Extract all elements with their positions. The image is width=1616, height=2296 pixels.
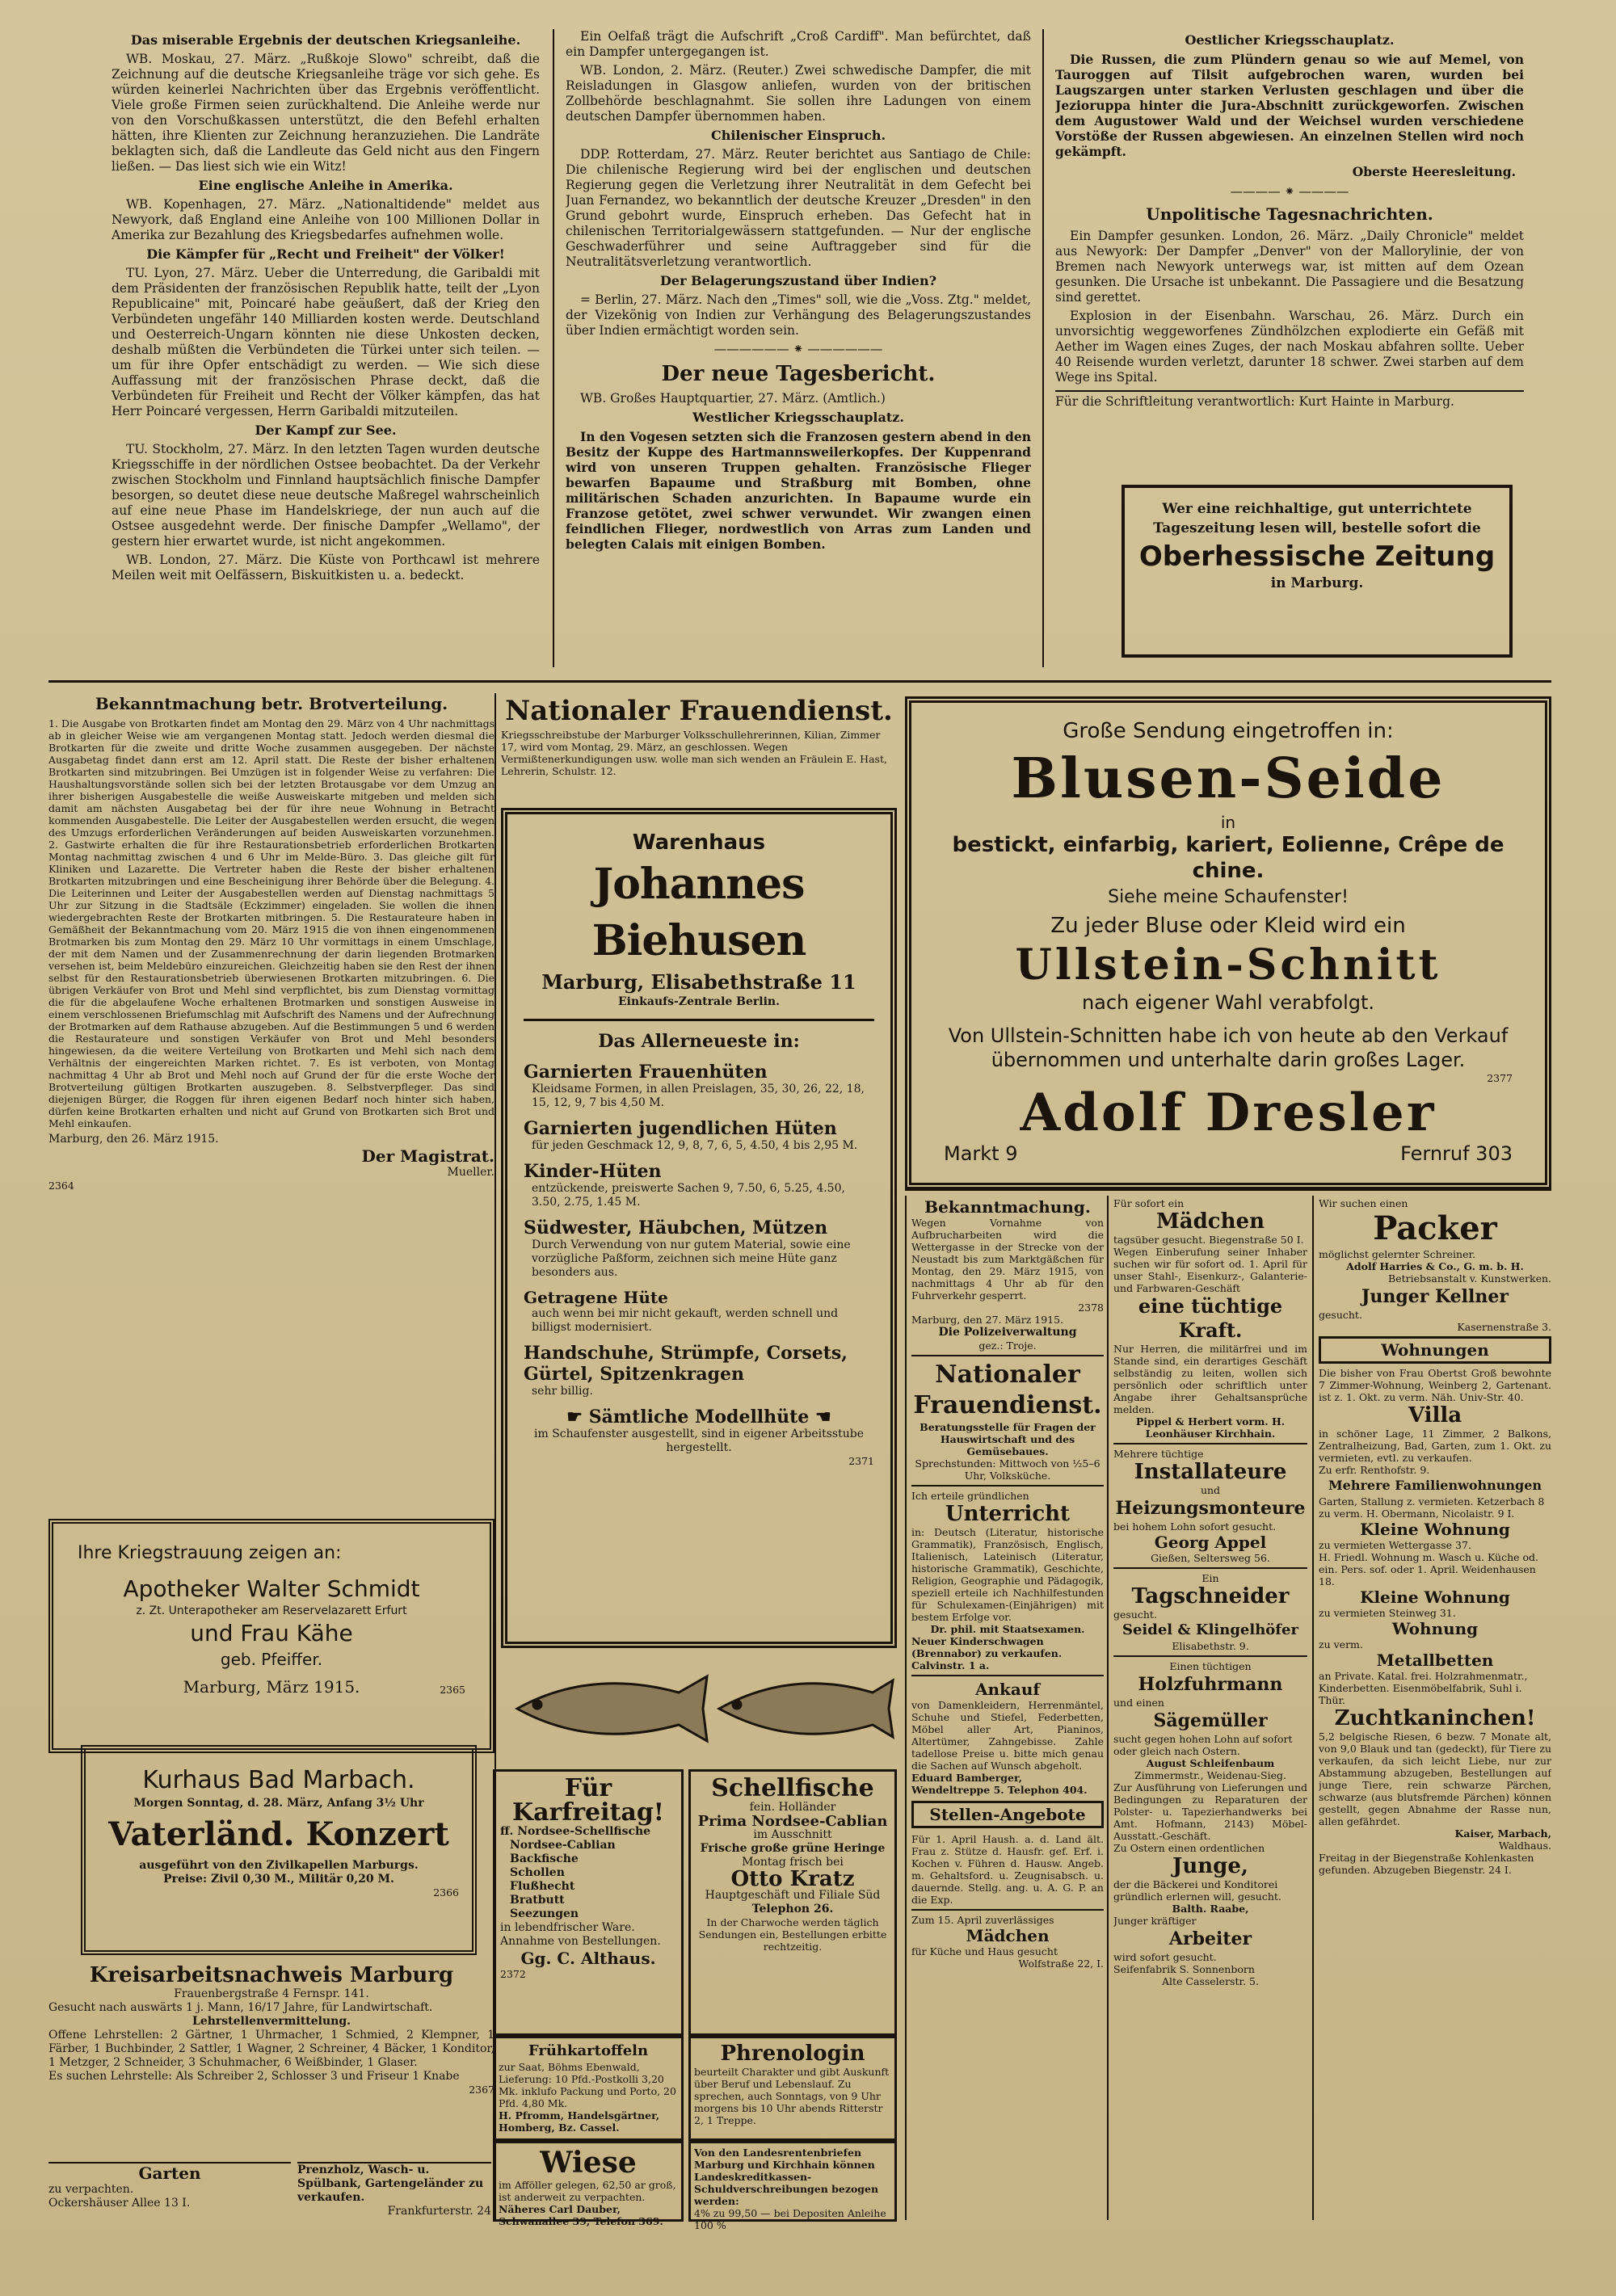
landesrenten-line1: Von den Landesrentenbriefen Marburg und Kirchhain können Landeskreditkassen-Schuldverschreibungen bezogen werden: — [694, 2147, 879, 2207]
dresler-line9: Von Ullstein-Schnitten habe ich von heute ab den Verkauf übernommen und unterhalte darin großes Lager. — [948, 1024, 1509, 1071]
kurhaus-konzert: Vaterländ. Konzert — [108, 1815, 449, 1853]
karfreitag-item: ff. Nordsee-Schellfische — [500, 1825, 651, 1838]
headline-kaempfer: Die Kämpfer für „Recht und Freiheit" der Völker! — [146, 246, 505, 262]
maedchen-line2: Wegen Einberufung seiner Inhaber suchen wir für sofort od. 1. April für unser Stahl-, Eisenkurz-, Galanterie- und Farbwaren-Geschäft — [1113, 1246, 1307, 1294]
biehusen-item2-text: für jeden Geschmack 12, 9, 8, 7, 6, 5, 4.50, 4 bis 2,95 M. — [532, 1139, 858, 1152]
wiese-line1: im Afföller gelegen, 62,50 ar groß, ist anderweit zu verpachten. — [499, 2179, 676, 2203]
fish-illustration — [501, 1656, 897, 1761]
wiese-title: Wiese — [540, 2146, 637, 2180]
schellfische-line7: Telephon 26. — [751, 1903, 834, 1915]
bekannt2-title: Bekanntmachung. — [924, 1197, 1091, 1217]
dresler-line1: Große Sendung eingetroffen in: — [1063, 719, 1394, 743]
dresler-stoffe: bestickt, einfarbig, kariert, Eolienne, Crêpe de chine. — [952, 833, 1504, 883]
pointing-hand-icon: ☛ — [566, 1407, 583, 1428]
ankauf-text: von Damenkleidern, Herrenmäntel, Schuhe und Stiefel, Federbetten, Möbel aller Art, Pianinos, Altertümer, Zahngebisse. Zahle tadellose Preise u. bitte mich genau die Sachen auf Wunsch abgeholt. — [911, 1699, 1104, 1772]
wohnungen-line3: Zu erfr. Renthofstr. 9. — [1319, 1464, 1430, 1476]
notice-brot-sign2: Mueller. — [447, 1166, 494, 1179]
article-dampfer-gesunken: Ein Dampfer gesunken. London, 26. März. „Daily Chronicle" meldet aus Newyork: Der Dampfer „Denver" von der Mallorylinie, der von Bremen nach Newyork unterwegs war, ist mitten auf dem Ozean gesunken. Die Ursache ist unbekannt. Die Passagiere und die Besatzung sind gerettet. — [1055, 229, 1524, 305]
holz-line4: Zur Ausführung von Lieferungen und Bedingungen zu Reparaturen der Polster- u. Tapezierhandwerks bei Amt. Hofmann, 2143) Möbel-Ausstatt.-Geschäft. — [1113, 1781, 1307, 1842]
headline-kampf-see: Der Kampf zur See. — [255, 423, 397, 438]
install-line2: bei hohem Lohn sofort gesucht. — [1113, 1520, 1277, 1533]
holz-line10: Seifenfabrik S. Sonnenborn — [1113, 1963, 1255, 1975]
ankauf-line2: Eduard Bamberger, Wendeltreppe 5. Telephon 404. — [911, 1772, 1088, 1796]
ad-schellfische — [688, 1769, 897, 2036]
section-divider — [48, 680, 1551, 683]
phrenologin-text: beurteilt Charakter und gibt Auskunft über Beruf und Lebenslauf. Zu sprechen, auch Sonntags, von 9 Uhr morgens bis 10 Uhr abends Ritterstr 2, 1 Treppe. — [694, 2066, 890, 2126]
kreis-line2: Gesucht nach auswärts 1 j. Mann, 16/17 Jahre, für Landwirtschaft. — [48, 2001, 433, 2014]
biehusen-item4-title: Südwester, Häubchen, Mützen — [524, 1217, 828, 1238]
biehusen-item3-text: entzückende, preiswerte Sachen 9, 7.50, 6, 5.25, 4.50, 3.50, 2.75, 1.45 M. — [532, 1182, 845, 1209]
karfreitag-item: Flußhecht — [510, 1880, 575, 1893]
notice-brot-sign: Der Magistrat. — [361, 1146, 494, 1166]
nfd2-title: Nationaler Frauendienst. — [913, 1360, 1102, 1419]
biehusen-modellhuete-text: Sämtliche Modellhüte — [588, 1407, 810, 1428]
packer-firm: Adolf Harries & Co., G. m. b. H. — [1346, 1260, 1524, 1272]
stellen-line1: Für 1. April Haush. a. d. Land ält. Frau z. Stütze d. Hausfr. gef. Erf. i. Kochen v. Führen d. Hausw. Angeb. m. Gehaltsford. u. Zeugnisabsch. u. dauernde. Stellg. ang. u. A. G. P. an die Exp. — [911, 1833, 1104, 1906]
editor-line: Für die Schriftleitung verantwortlich: Kurt Hainte in Marburg. — [1055, 390, 1524, 410]
ad-landesrenten — [688, 2141, 897, 2231]
ad-prenzholz — [297, 2162, 491, 2218]
wohnungen-line14: Freitag in der Biegenstraße Kohlenkasten gefunden. Abzugeben Biegenstr. 24 I. — [1319, 1852, 1534, 1876]
karfreitag-item: Bratbutt — [510, 1894, 565, 1907]
dresler-blusen-seide: Blusen-Seide — [1011, 746, 1446, 811]
wohnungen-line1: Die bisher von Frau Obertst Groß bewohnte 7 Zimmer-Wohnung, Weinberg 2, Gartenant. ist z. 1. Okt. zu verm. Näh. Univ-Str. 40. — [1319, 1367, 1551, 1403]
article-kaempfer: TU. Lyon, 27. März. Ueber die Unterredung, die Garibaldi mit dem Präsidenten der französischen Republik hatte, teilt der „Lyon Republicaine" mit, Poincaré habe geäußert, daß der Krieg den Verbündeten ungefähr 140 Milliarden kosten werde. Deutschland und Oesterreich-Ungarn könnten nie diese Unkosten decken, deshalb müßten die Verbündeten die Türkei unter sich teilen. — um für ihre Opfer entschädigt zu werden. — Wie sich diese Auffassung mit der französischen Phrase deckt, daß die Verbündeten für Freiheit und Recht der Völker kämpfen, das hat Herr Poincaré vergessen, Herrn Garibaldi mitzuteilen. — [112, 266, 540, 418]
dresler-firm: Adolf Dresler — [1020, 1083, 1437, 1143]
article-oelfass: Ein Oelfaß trägt die Aufschrift „Croß Cardiff". Man befürchtet, daß ein Dampfer untergegangen ist. — [566, 29, 1031, 59]
biehusen-item2-title: Garnierten jugendlichen Hüten — [524, 1118, 837, 1139]
schellfische-line6: Hauptgeschäft und Filiale Süd — [705, 1889, 881, 1902]
biehusen-item6-text: sehr billig. — [532, 1385, 593, 1398]
holz-firm: August Schleifenbaum — [1146, 1757, 1275, 1769]
bekannt2-date: Marburg, den 27. März 1915. — [911, 1314, 1064, 1326]
ad-oberhessische-title: Oberhessische Zeitung — [1138, 540, 1496, 573]
ad-oberhessische-city: in Marburg. — [1270, 575, 1364, 591]
stellen-line5: Wolfstraße 22, I. — [1018, 1957, 1104, 1970]
tagschneider-line1: gesucht. — [1113, 1608, 1157, 1621]
bekannt2-sign: Die Polizeiverwaltung — [938, 1326, 1077, 1339]
kreis-title: Kreisarbeitsnachweis Marburg — [89, 1963, 454, 1987]
ad-number: 2364 — [48, 1180, 74, 1192]
fish-icon — [517, 1676, 893, 1741]
wohnungen-title7: Metallbetten — [1376, 1651, 1494, 1670]
ad-karfreitag — [493, 1769, 684, 2036]
maedchen-line1: tagsüber gesucht. Biegenstraße 50 I. — [1113, 1234, 1304, 1246]
notice-brot-title: Bekanntmachung betr. Brotverteilung. — [95, 694, 448, 713]
unterricht-text: in: Deutsch (Literatur, historische Grammatik), Französisch, Englisch, Italienisch, Lateinisch (Literatur, historische Grammatik), Geschichte, Religion, Geographie und Pädagogik, speziell erteile ich Nachhilfestunden für Schulexamen-(Einjährigen) mit bestem Erfolge vor. — [911, 1526, 1104, 1623]
ad-dresler — [905, 696, 1551, 1189]
article-indien: = Berlin, 27. März. Nach den „Times" soll, wie die „Voss. Ztg." meldet, der Vizekönig von Indien zur Verhängung des Belagerungszustandes über Indien ermächtigt worden sein. — [566, 292, 1031, 338]
column-divider — [905, 1196, 907, 2220]
holz-line11: Alte Casselerstr. 5. — [1162, 1975, 1259, 1987]
separator-star: ———— ⁕ ———— — [1230, 184, 1349, 199]
ad-number: 2378 — [1078, 1301, 1104, 1314]
article-explosion: Explosion in der Eisenbahn. Warschau, 26. März. Durch ein unvorsichtig weggeworfenes Zündhölzchen explodierte ein Gefäß mit Aether im Wagen eines Zuges, der nach Moskau abfahren sollte. Ueber 40 Reisende wurden verletzt, darunter 18 schwer. Zwei starben auf dem Wege ins Spital. — [1055, 309, 1524, 385]
phrenologin-title: Phrenologin — [720, 2042, 865, 2066]
unterricht-line2: Dr. phil. mit Staatsexamen. — [930, 1623, 1085, 1635]
article-anleihe-amerika: WB. Kopenhagen, 27. März. „Nationaltidende" meldet aus Newyork, daß England eine Anleihe von 100 Millionen Dollar in Amerika zur Bezahlung des Kriegsbedarfes aufnehmen wolle. — [112, 197, 540, 242]
wohnungen-line11: an Private. Katal. frei. Holzrahmenmatr., Kinderbetten. Eisenmöbelfabrik, Suhl i. Thür. — [1319, 1670, 1528, 1706]
ankauf-title: Ankauf — [974, 1680, 1041, 1699]
trauung-date: Marburg, März 1915. — [183, 1677, 360, 1697]
schellfische-line3: im Ausschnitt — [753, 1828, 832, 1841]
unterricht-line4: Neuer Kinderschwagen (Brennabor) zu verkaufen. Calvinstr. 1 a. — [911, 1635, 1063, 1672]
holz-line2: sucht gegen hohen Lohn auf sofort oder gleich nach Ostern. — [1113, 1733, 1293, 1757]
holz-title2: Sägemüller — [1153, 1710, 1268, 1731]
kurhaus-line4: ausgeführt von den Zivilkapellen Marburgs. — [139, 1859, 419, 1872]
section-divider — [905, 1189, 1551, 1191]
fruehkartoffeln-line1: zur Saat, Böhms Ebenwald, Lieferung: 10 Pfd.-Postkolli 3,20 Mk. inklufo Packung und Porto, 20 Pfd. 4,80 Mk. — [499, 2061, 676, 2109]
biehusen-item3-title: Kinder-Hüten — [524, 1161, 662, 1182]
tagschneider-title: Tagschneider — [1131, 1584, 1290, 1608]
holz-line1: und einen — [1113, 1697, 1164, 1709]
column-divider — [553, 29, 554, 667]
column-divider — [1312, 1196, 1314, 2220]
install-line3: Gießen, Seltersweg 56. — [1151, 1552, 1270, 1564]
schellfische-line4: Frische große grüne Heringe — [700, 1842, 886, 1855]
pointing-hand-icon: ☚ — [814, 1407, 831, 1428]
karfreitag-firm: Gg. C. Althaus. — [520, 1949, 656, 1968]
fruehkartoffeln-title: Frühkartoffeln — [528, 2042, 649, 2059]
biehusen-item6-title: Handschuhe, Strümpfe, Corsets, Gürtel, Spitzenkragen — [524, 1343, 848, 1385]
packer-title2: Junger Kellner — [1361, 1286, 1509, 1307]
stellen-maedchen: Mädchen — [966, 1926, 1050, 1945]
biehusen-item4-text: Durch Verwendung von nur gutem Material, sowie eine vorzügliche Paßform, zeichnen sich meine Hüte ganz besonders aus. — [532, 1238, 851, 1279]
trauung-name1: Apotheker Walter Schmidt — [123, 1575, 420, 1602]
packer-line3: gesucht. — [1319, 1309, 1362, 1321]
wohnungen-title3: Mehrere Familienwohnungen — [1328, 1478, 1542, 1493]
ad-phrenologin — [688, 2036, 897, 2141]
ad-number: 2367 — [469, 2084, 494, 2096]
wohnungen-header — [1319, 1336, 1551, 1364]
separator-star: —————— ⁕ —————— — [713, 342, 883, 356]
biehusen-address: Marburg, Elisabethstraße 11 — [541, 970, 856, 994]
ad-number: 2365 — [440, 1684, 465, 1696]
prenzholz-line2: Frankfurterstr. 24 — [387, 2205, 491, 2218]
biehusen-item5-text: auch wenn bei mir nicht gekauft, werden schnell und billigst modernisiert. — [532, 1307, 839, 1334]
wiese-line2: Näheres Carl Dauber, Schwanallee 39, Telefon 369. — [499, 2203, 663, 2227]
stellen-title: Stellen-Angebote — [929, 1805, 1086, 1824]
headline-chile: Chilenischer Einspruch. — [710, 128, 886, 143]
trauung-line5: geb. Pfeiffer. — [220, 1650, 323, 1669]
ad-nationaler-frauendienst — [501, 693, 897, 798]
tagschneider-line2: Elisabethstr. 9. — [1172, 1640, 1249, 1652]
headline-tagesbericht: Der neue Tagesbericht. — [661, 362, 936, 386]
install-line0: Mehrere tüchtige — [1113, 1448, 1204, 1460]
schellfische-line1: fein. Holländer — [749, 1801, 836, 1814]
fruehkartoffeln-line2: H. Pfromm, Handelsgärtner, Homberg, Bz. Cassel. — [499, 2109, 660, 2134]
holz-line9: wird sofort gesucht. — [1113, 1951, 1217, 1963]
ad-oberhessische — [1122, 485, 1513, 658]
karfreitag-title: Für Karfreitag! — [512, 1774, 664, 1827]
tagschneider-line0: Ein — [1201, 1572, 1219, 1584]
maedchen-title: Mädchen — [1156, 1209, 1265, 1234]
headline-indien: Der Belagerungszustand über Indien? — [660, 273, 936, 288]
stellen-line4: für Küche und Haus gesucht — [911, 1945, 1058, 1957]
biehusen-zentrale: Einkaufs-Zentrale Berlin. — [618, 995, 780, 1008]
col-a-ads — [911, 1197, 1104, 2220]
notice-brot-body: 1. Die Ausgabe von Brotkarten findet am Montag den 29. März von 4 Uhr nachmittags ab in gleicher Weise wie am vergangenen Montag statt. Jedoch werden diesmal die Brotkarten für die zweite und dritte Woche zusammen ausgegeben. Der nächste Ausgabetag findet dann erst am 12. April statt. Die Reste der bisher erhaltenen Brotkarten sind mitzubringen. Bei Umzügen ist in folgender Weise zu verfahren: Die Haushaltungsvorstände sollen sich bei der letzten Brotausgabe vor dem Umzug an ihrer bisherigen Ausgabestelle die weiße Ausweiskarte mitgeben und melden sich damit am nächsten Ausgabetag bei der für ihre neue Wohnung in Betracht kommenden Ausgabestelle. Die Leiter der Ausgabestellen werden ersucht, die wegen des Umzugs erforderlichen Veränderungen auf beiden Ausweiskarten vorzunehmen. 2. Gastwirte erhalten die für ihre Restaurationsbetrieb erforderlichen Brotkarten Montag nachmittag zwischen 4 und 6 Uhr im Melde-Büro. 3. Das gleiche gilt für Kliniken und Lazarette. Die Vertreter haben die Reste der bisher erhaltenen Brotkarten mitzubringen und eine Bescheinigung ihrer Behörde über die Belegung. 4. Die Leiterinnen und Leiter der Ausgabestellen werden auf Dienstag nachmittags 5 Uhr zur Sitzung in die Stadtsäle (Eckzimmer) eingeladen. Sie wollen die ihnen wiedergebrachten Reste der Brotkarten mitbringen. 5. Die Restaurateure haben in Gemäßheit der Bekanntmachung vom 20. März 1915 die von ihnen eingenommenen Brotmarken bis zum Montag den 29. März 10 Uhr vormittags in einem Umschlage, der mit dem Namen und der Zusammenrechnung der darin liegenden Brotmarken versehen ist, beim Meldebüro einzureichen. Gleichzeitig haben sie den Rest der ihnen selbst für den Restaurationsbetrieb überwiesenen Brotkarten mitzubringen. 6. Die übrigen Verkäufer von Brot und Mehl sind verpflichtet, bis zum Dienstag vormittag die für die abgelaufene Woche erhaltenen Brotmarken und sonstigen Ausweise in einem verschlossenen Briefumschlag mit Aufschrift des Namens und der Aufrechnung der Brotmarken auf dem Rathause abzugeben. Auf die Bestimmungen 5 und 6 werden die Restaurateure und sonstigen Verkäufer von Brot und Mehl besonders hingewiesen, da die weitere Verteilung von Brotkarten und Mehl sich nach dem Verhältnis der eingereichten Marken richtet. 7. Es ist verboten, von Montag nachmittag 4 Uhr ab Brot und Mehl noch auf Grund der für die erste Woche der Brotverteilung gültigen Brotkarten auszugeben. 8. Selbstverpfleger. Das sind diejenigen Bürger, die Roggen für ihren eigenen Bedarf noch hinter sich haben, dürfen keine Brotkarten erhalten und nicht auf Grund von Brotkarten sich Brot und Mehl einkaufen. — [48, 717, 494, 1129]
wohnungen-title4: Kleine Wohnung — [1360, 1520, 1510, 1539]
bekannt2-text: Wegen Vornahme von Aufbrucharbeiten wird die Wettergasse in der Strecke von der Neustadt bis zum Marktgäßchen für Montag, den 29. März 1915, von nachmittags 4 Uhr ab für den Fuhrverkehr gesperrt. — [911, 1217, 1104, 1301]
ad-kriegstrauung — [48, 1519, 494, 1753]
maedchen-line0: Für sofort ein — [1113, 1197, 1185, 1209]
notice-brot-date: Marburg, den 26. März 1915. — [48, 1133, 219, 1146]
frauendienst-title: Nationaler Frauendienst. — [505, 695, 893, 727]
stellen-header — [911, 1801, 1104, 1828]
holz-firm2: Balth. Raabe, — [1172, 1903, 1249, 1915]
wohnungen-title8: Zuchtkaninchen! — [1334, 1706, 1536, 1730]
wohnungen-line2: in schöner Lage, 11 Zimmer, 2 Balkons, Zentralheizung, Bad, Garten, zum 1. Okt. zu vermieten, evtl. zu verkaufen. — [1319, 1428, 1551, 1464]
headline-unpolitisch: Unpolitische Tagesnachrichten. — [1146, 204, 1433, 224]
biehusen-label: Warenhaus — [632, 831, 766, 855]
ad-number: 2371 — [848, 1455, 874, 1467]
tagschneider-firm: Seidel & Klingelhöfer — [1122, 1621, 1298, 1638]
ad-number: 2377 — [1487, 1072, 1513, 1084]
article-london: WB. London, 27. März. Die Küste von Porthcawl ist mehrere Meilen weit mit Oelfässern, Biskuitkisten u. a. bedeckt. — [112, 553, 540, 582]
install-title: Installateure — [1134, 1460, 1287, 1484]
dresler-schaufenster: Siehe meine Schaufenster! — [1108, 887, 1349, 907]
article-hauptquartier: WB. Großes Hauptquartier, 27. März. (Amtlich.) — [580, 391, 886, 406]
karfreitag-item: Backfische — [510, 1852, 579, 1865]
trauung-name2: und Frau Kähe — [190, 1620, 353, 1646]
ad-biehusen — [501, 808, 897, 1648]
holz-title3: Junge, — [1172, 1854, 1248, 1878]
biehusen-allerneueste: Das Allerneueste in: — [598, 1031, 800, 1052]
garten-title: Garten — [138, 2164, 201, 2183]
ad-number: 2366 — [433, 1886, 459, 1899]
maedchen-line4: Nur Herren, die militärfrei und im Stande sind, ein derartiges Geschäft selbständig zu leiten, wollen sich persönlich oder schriftlich unter Angabe ihrer Gehaltsansprüche melden. — [1113, 1343, 1307, 1415]
ad-fruehkartoffeln — [493, 2036, 684, 2141]
packer-title: Packer — [1373, 1209, 1497, 1247]
biehusen-modellhuete — [524, 1407, 874, 1428]
dresler-line6: Zu jeder Bluse oder Kleid wird ein — [1050, 914, 1406, 938]
col-b-ads — [1113, 1197, 1307, 2220]
article-oestlich: Die Russen, die zum Plündern genau so wie auf Memel, von Tauroggen auf Tilsit aufgebrochen waren, wurden bei Laugszargen unter starken Verlusten geschlagen und über die Jezioruppa hinter die Jura-Abschnitt zurückgeworfen. Zwischen dem Augustower Wald und der Weichsel wurden verschiedene Vorstöße der Russen abgewiesen. An einzelnen Stellen wird noch gekämpft. — [1055, 52, 1524, 159]
landesrenten-line2: 4% zu 99,50 — bei Depositen Anleihe 100 % — [694, 2207, 886, 2231]
wohnungen-line9: zu verm. — [1319, 1638, 1363, 1651]
karfreitag-item: Nordsee-Cablian — [510, 1839, 616, 1852]
dresler-fernruf: Fernruf 303 — [1400, 1142, 1513, 1165]
packer-line0: Wir suchen einen — [1319, 1197, 1408, 1209]
ad-wiese — [493, 2141, 684, 2227]
biehusen-name: Johannes Biehusen — [591, 860, 806, 965]
dresler-in: in — [1220, 813, 1236, 832]
stellen-line2: Zum 15. April zuverlässiges — [911, 1914, 1054, 1926]
trauung-line3: z. Zt. Unterapotheker am Reservelazarett Erfurt — [136, 1604, 407, 1617]
kurhaus-date: Morgen Sonntag, d. 28. März, Anfang 3½ Uhr — [133, 1797, 424, 1810]
bekannt2-sign2: gez.: Troje. — [978, 1339, 1037, 1352]
kreis-address: Frauenbergstraße 4 Fernspr. 141. — [174, 1987, 369, 2000]
karfreitag-item: Seezungen — [510, 1907, 579, 1920]
holz-line3: Zimmermstr., Weidenau-Sieg. — [1134, 1769, 1286, 1781]
kreis-line5: Es suchen Lehrstelle: Als Schreiber 2, Schlosser 3 und Friseur 1 Knabe — [48, 2070, 460, 2083]
schellfische-line2: Prima Nordsee-Cablian — [697, 1813, 888, 1830]
install-firm: Georg Appel — [1154, 1533, 1267, 1552]
headline-anleihe-amerika: Eine englische Anleihe in Amerika. — [198, 178, 453, 193]
schellfische-title: Schellfische — [711, 1774, 874, 1802]
headline-kriegsanleihe: Das miserable Ergebnis der deutschen Kriegsanleihe. — [130, 32, 521, 48]
holz-title4: Arbeiter — [1168, 1928, 1252, 1949]
unterricht-title: Unterricht — [945, 1502, 1071, 1526]
holz-title: Holzfuhrmann — [1138, 1674, 1283, 1695]
kreis-line3: Lehrstellenvermittelung. — [191, 2015, 351, 2028]
wohnungen-title5: Kleine Wohnung — [1360, 1587, 1510, 1607]
packer-line2: Betriebsanstalt v. Kunstwerken. — [1388, 1272, 1551, 1285]
prenzholz-line1: Prenzholz, Wasch- u. Spülbank, Gartengeländer zu verkaufen. — [297, 2164, 484, 2204]
column-divider — [1107, 1196, 1109, 2220]
wohnungen-line8: zu vermieten Steinweg 31. — [1319, 1607, 1456, 1619]
article-westlich: In den Vogesen setzten sich die Franzosen gestern abend in den Besitz der Kuppe des Hartmannsweilerkopfes. Der Kuppenrand wird von unseren Truppen gehalten. Französische Flieger bewarfen Bapaume und Straßburg mit Bomben, ohne militärischen Schaden anzurichten. In Bapaume wurde ein Franzose getötet, zwei schwer verwundet. Wir zwangen einen feindlichen Flieger, nordwestlich von Arras zum Landen und belegten Calais mit einigen Bomben. — [566, 429, 1031, 552]
dresler-line8: nach eigener Wahl verabfolgt. — [1081, 991, 1375, 1014]
biehusen-item1-text: Kleidsame Formen, in allen Preislagen, 35, 30, 26, 22, 18, 15, 12, 9, 7 bis 4,50 M. — [532, 1083, 865, 1109]
wohnungen-line5: zu vermieten Wettergasse 37. — [1319, 1539, 1471, 1551]
install-line1: und — [1200, 1484, 1221, 1496]
schellfische-line8: In der Charwoche werden täglich Sendungen ein, Bestellungen erbitte rechtzeitig. — [698, 1916, 887, 1953]
biehusen-item5-title: Getragene Hüte — [524, 1288, 668, 1307]
dresler-markt: Markt 9 — [944, 1142, 1018, 1165]
ad-kurhaus — [81, 1745, 477, 1955]
ad-number: 2372 — [500, 1968, 526, 1980]
nfd2-line1: Beratungsstelle für Fragen der Hauswirtschaft und des Gemüsebaues. — [920, 1421, 1096, 1457]
holz-line8: Junger kräftiger — [1113, 1915, 1197, 1927]
article-kampf-see: TU. Stockholm, 27. März. In den letzten Tagen wurden deutsche Kriegsschiffe in der nördlichen Ostsee beobachtet. Da der Verkehr zwischen Stockholm und Finnland hauptsächlich finische Dampfer besorgen, so deutet diese neue deutsche Maßregel wahrscheinlich auf eine neue Phase im Handelskriege, der nun auch auf die Ostsee ausgedehnt werde. Der finische Dampfer „Wellamo", der gestern hier erwartet wurde, ist nicht angekommen. — [112, 442, 540, 549]
biehusen-item1-title: Garnierten Frauenhüten — [524, 1062, 768, 1083]
garten-line2: Ockershäuser Allee 13 I. — [48, 2197, 191, 2210]
trauung-line1: Ihre Kriegstrauung zeigen an: — [78, 1543, 342, 1563]
column-2 — [566, 29, 1031, 667]
headline-oestlich: Oestlicher Kriegsschauplatz. — [1185, 32, 1395, 48]
article-chile: DDP. Rotterdam, 27. März. Reuter berichtet aus Santiago de Chile: Die chilenische Regierung wird bei der englischen und deutschen Regierung gegen die Verletzung ihrer Neutralität in dem Gefecht bei Juan Fernandez, wo bekanntlich der deutsche Kreuzer „Dresden" in den Grund gebohrt wurde, Einspruch erheben. Das Gefecht hat in chilenischen Territorialgewässern stattgefunden. — Nur der englische Geschwaderführer und seine Auftraggeber sind für die Neutralitätsverletzung verantwortlich. — [566, 147, 1031, 269]
unterricht-line0: Ich erteile gründlichen — [911, 1490, 1029, 1502]
biehusen-line7: im Schaufenster ausgestellt, sind in eigener Arbeitsstube hergestellt. — [533, 1428, 864, 1454]
notice-brotverteilung — [48, 693, 494, 1501]
ad-kreisarbeitsnachweis — [48, 1963, 494, 2157]
kreis-line4: Offene Lehrstellen: 2 Gärtner, 1 Uhrmacher, 1 Schmied, 2 Klempner, 1 Färber, 1 Buchbinder, 2 Sattler, 1 Wagner, 2 Schreiner, 4 Bäcker, 1 Konditor, 1 Metzger, 2 Schneider, 3 Schuhmacher, 6 Weißbinder, 1 Glaser. — [48, 2029, 494, 2069]
wohnungen-title: Wohnungen — [1381, 1340, 1489, 1360]
karfreitag-line2: Annahme von Bestellungen. — [500, 1935, 661, 1948]
signature-heeresleitung: Oberste Heeresleitung. — [1352, 164, 1516, 179]
wohnungen-line13: Waldhaus. — [1498, 1840, 1551, 1852]
wohnungen-line12: 5,2 belgische Riesen, 6 bezw. 7 Monate alt, von 9,0 Blauk und tan (gedeckt), für Tiere zu verkaufen, da sich leicht Liebe, nur zur Abstammung abzugeben, Bestellungen auf junge Tiere, rein schwarze Pärchen, schwarze (aus blutsfremde Pärchen) können gestellt, gegen Abnahme der Rasse nun, allen gefährdet. — [1319, 1730, 1551, 1827]
ad-garten — [48, 2162, 291, 2218]
maedchen-kraft: eine tüchtige Kraft. — [1138, 1294, 1283, 1342]
kurhaus-price: Preise: Zivil 0,30 M., Militär 0,20 M. — [163, 1873, 394, 1886]
holz-line5: Zu Ostern einen ordentlichen — [1113, 1842, 1265, 1854]
wohnungen-line4: Garten, Stallung z. vermieten. Ketzerbach 8 zu verm. H. Obermann, Nicolaistr. 9 I. — [1319, 1495, 1545, 1520]
holz-line0: Einen tüchtigen — [1169, 1660, 1252, 1672]
karfreitag-line1: in lebendfrischer Ware. — [500, 1921, 635, 1934]
packer-line4: Kasernenstraße 3. — [1457, 1321, 1551, 1333]
frauendienst-text: Kriegsschreibstube der Marburger Volksschullehrerinnen, Kilian, Zimmer 17, wird vom Montag, 29. März, an geschlossen. Wegen Vermißtenerkundigungen usw. wolle man sich wenden an Fräulein E. Hast, Lehrerin, Schulstr. 12. — [501, 729, 887, 777]
wohnungen-villa: Villa — [1408, 1403, 1462, 1428]
wohnungen-line7: H. Friedl. Wohnung m. Wasch u. Küche od. ein. Pers. sof. oder 1. April. Weidenhausen 18. — [1319, 1551, 1539, 1587]
maedchen-firm: Pippel & Herbert vorm. H. Leonhäuser Kirchhain. — [1135, 1415, 1286, 1440]
schellfische-firm: Otto Kratz — [730, 1867, 855, 1891]
col-c-ads — [1319, 1197, 1551, 2220]
install-title2: Heizungsmonteure — [1115, 1498, 1306, 1519]
column-1 — [112, 29, 540, 667]
kurhaus-title: Kurhaus Bad Marbach. — [142, 1766, 415, 1794]
wohnungen-firm: Kaiser, Marbach, — [1454, 1827, 1551, 1840]
column-divider — [1042, 29, 1044, 667]
article-kriegsanleihe: WB. Moskau, 27. März. „Rußkoje Slowo" schreibt, daß die Zeichnung auf die deutsche Kriegsanleihe träge vor sich gehe. Es würden keinerlei Nachrichten über das Ergebnis veröffentlicht. Viele große Firmen seien zurückhaltend. Die Anleihe werde nur von den Vorschußkassen unterstützt, die den Befehl erhalten hätten, ihre Klienten zur Zeichnung heranzuziehen. Die Landräte beklagten sich, daß die Landleute das Geld nicht aus den Fingern ließen. — Das liest sich wie ein Witz! — [112, 52, 540, 174]
holz-line6: der die Bäckerei und Konditorei gründlich erlernen will, gesucht. — [1113, 1878, 1281, 1903]
nfd2-line2: Sprechstunden: Mittwoch von ½5–6 Uhr, Volksküche. — [915, 1457, 1100, 1482]
dresler-ullstein: Ullstein-Schnitt — [1015, 940, 1441, 990]
article-dampfer: WB. London, 2. März. (Reuter.) Zwei schwedische Dampfer, die mit Reisladungen in Glasgow anliefen, wurden von der britischen Zollbehörde beschlagnahmt. Sie sollen ihre Ladungen von einem deutschen Dampfer übernommen haben. — [566, 63, 1031, 124]
garten-line1: zu verpachten. — [48, 2183, 134, 2196]
karfreitag-item: Schollen — [510, 1866, 565, 1879]
headline-westlich: Westlicher Kriegsschauplatz. — [692, 410, 904, 425]
wohnungen-title6: Wohnung — [1391, 1619, 1479, 1638]
packer-line1: möglichst gelernter Schreiner. — [1319, 1248, 1476, 1260]
schellfische-line5: Montag frisch bei — [742, 1856, 844, 1869]
ad-oberhessische-line1: Wer eine reichhaltige, gut unterrichtete Tageszeitung lesen will, bestelle sofort die — [1153, 501, 1481, 536]
